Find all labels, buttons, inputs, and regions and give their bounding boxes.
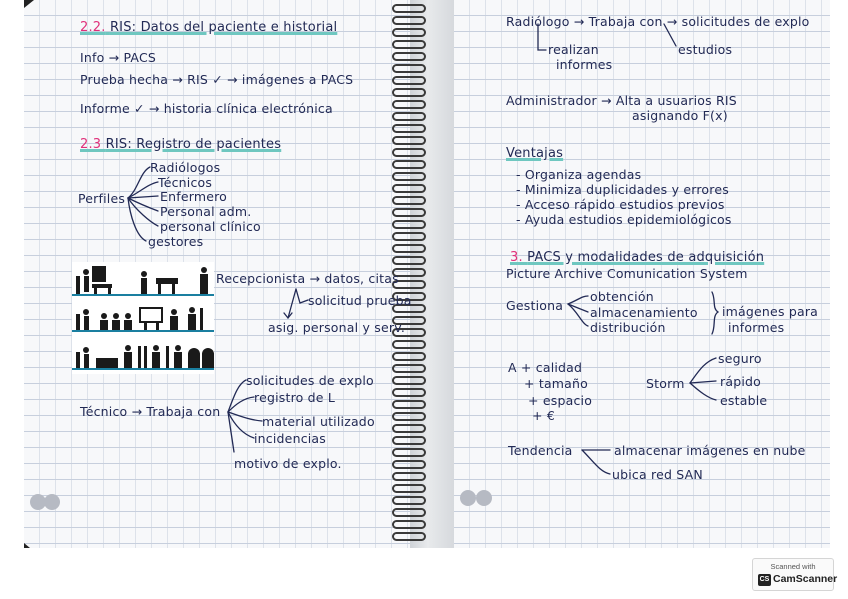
tecnico-material: material utilizado [262, 414, 375, 429]
gestiona-almacenamiento: almacenamiento [590, 305, 698, 320]
tecnico-incidencias: incidencias [254, 431, 327, 446]
tendencia: Tendencia [508, 443, 573, 458]
tendencia-san: ubica red SAN [612, 467, 703, 482]
ventajas-heading: Ventajas [506, 146, 564, 161]
radiologo-estudios: estudios [678, 42, 733, 57]
perfil-gestores: gestores [148, 234, 204, 249]
perfiles-label: Perfiles [78, 191, 126, 206]
ventaja-1: - Organiza agendas [516, 167, 642, 182]
gestiona-informes: informes [728, 320, 785, 335]
perfil-personal-adm: Personal adm. [160, 204, 252, 219]
gestiona: Gestiona [506, 298, 564, 313]
heading-2-3-text: 2.3 RIS: Registro de pacientes [80, 137, 282, 152]
storm: Storm [646, 376, 685, 391]
solicitud-prueba: solicitud prueba [308, 293, 412, 308]
scanned-with-text: Scanned with [770, 562, 816, 571]
tecnico-motivo: motivo de explo. [234, 456, 342, 471]
ventaja-4: - Ayuda estudios epidemiológicos [516, 212, 732, 227]
camscanner-logo-icon: CS [758, 574, 771, 586]
a-calidad: A + calidad [508, 360, 583, 375]
gestiona-distribucion: distribución [590, 320, 666, 335]
heading-2-2: 2.2. RIS: Datos del paciente e historial [80, 20, 338, 35]
tecnico-solicitudes: solicitudes de explo [246, 373, 374, 388]
perfil-enfermero: Enfermero [160, 189, 228, 204]
pacs-expansion: Picture Archive Comunication System [506, 266, 748, 281]
note-info: Info → PACS [80, 50, 157, 65]
tecnico: Técnico → Trabaja con [80, 404, 221, 419]
heading-3-text: 3. PACS y modalidades de adquisición [510, 250, 765, 265]
note-prueba: Prueba hecha → RIS ✓ → imágenes a PACS [80, 72, 354, 87]
ventaja-2: - Minimiza duplicidades y errores [516, 182, 729, 197]
perfil-tecnicos: Técnicos [158, 175, 213, 190]
a-espacio: + espacio [528, 393, 593, 408]
ventaja-3: - Acceso rápido estudios previos [516, 197, 725, 212]
a-euro: + € [532, 408, 555, 423]
gestiona-obtencion: obtención [590, 289, 654, 304]
administrador: Administrador → Alta a usuarios RIS [506, 93, 737, 108]
a-tamano: + tamaño [524, 376, 589, 391]
radiologo-realizan: realizan [548, 42, 599, 57]
recepcionista: Recepcionista → datos, citas [216, 271, 399, 286]
camscanner-brand: CamScanner [773, 573, 838, 585]
storm-seguro: seguro [718, 351, 762, 366]
perfil-radiologos: Radiólogos [150, 160, 221, 175]
storm-estable: estable [720, 393, 768, 408]
camscanner-badge [752, 558, 838, 591]
radiologo-informes: informes [556, 57, 613, 72]
gestiona-imagenes: imágenes para [722, 304, 819, 319]
note-informe: Informe ✓ → historia clínica electrónica [80, 101, 333, 116]
radiologo: Radiólogo → Trabaja con → solicitudes de explo [506, 14, 810, 29]
tendencia-nube: almacenar imágenes en nube [614, 443, 806, 458]
perfil-personal-clinico: personal clínico [160, 219, 261, 234]
asig-personal: asig. personal y serv. [268, 320, 405, 335]
storm-rapido: rápido [720, 374, 761, 389]
heading-2-2-text: RIS: Datos del paciente e historial [109, 20, 338, 35]
administrador-fx: asignando F(x) [632, 108, 728, 123]
tecnico-registro: registro de L [254, 390, 336, 405]
